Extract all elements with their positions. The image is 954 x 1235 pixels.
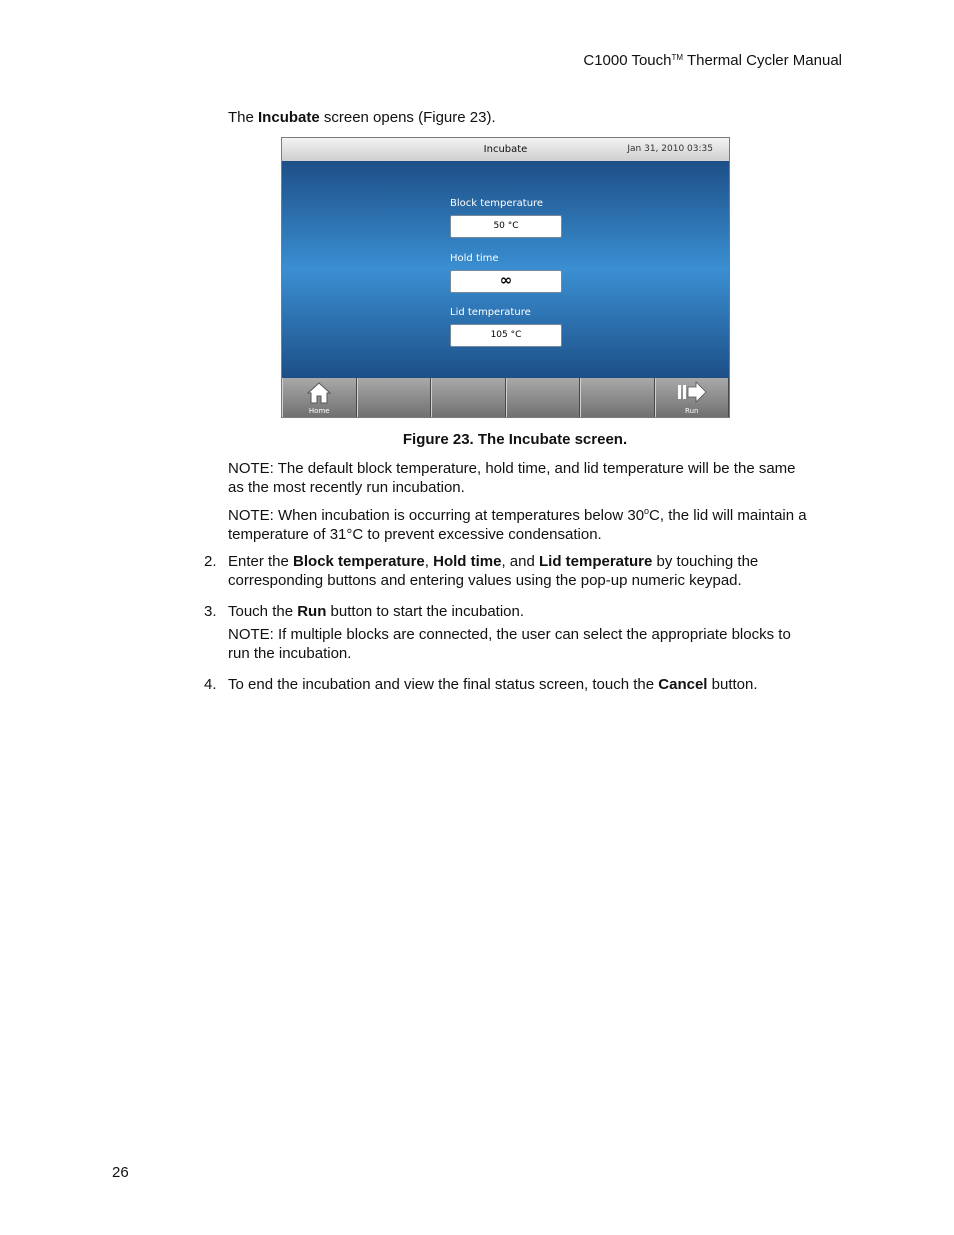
trademark-mark: TM bbox=[671, 53, 684, 62]
home-icon bbox=[306, 381, 332, 405]
step-3-number: 3. bbox=[204, 603, 217, 620]
home-button[interactable] bbox=[282, 378, 357, 418]
step-4-text bbox=[228, 675, 828, 694]
step3-part: button to start the incubation. bbox=[326, 603, 525, 620]
intro-sentence bbox=[228, 108, 496, 127]
screen-bottom-toolbar bbox=[282, 378, 729, 418]
running-header bbox=[583, 52, 842, 69]
step3-run: Run bbox=[297, 603, 327, 620]
page-number: 26 bbox=[112, 1164, 129, 1181]
step-3-text bbox=[228, 602, 808, 621]
step2-part: by touching the corresponding buttons and entering values using the pop-up numeric keypad. bbox=[228, 553, 759, 589]
intro-bold: Incubate bbox=[258, 109, 320, 126]
incubate-screen-figure bbox=[281, 137, 730, 418]
step-4-number: 4. bbox=[204, 676, 217, 693]
toolbar-slot-empty-2 bbox=[431, 378, 506, 418]
toolbar-slot-empty-1 bbox=[357, 378, 432, 418]
note-multiple-blocks: NOTE: If multiple blocks are connected, the user can select the appropriate blocks to run the incubation. bbox=[228, 626, 791, 662]
toolbar-slot-empty-3 bbox=[506, 378, 581, 418]
hold-time-label: Hold time bbox=[450, 253, 499, 264]
step4-part: To end the incubation and view the final status screen, touch the bbox=[228, 676, 659, 693]
step2-part: , bbox=[424, 553, 434, 570]
step-2-number: 2. bbox=[204, 553, 217, 570]
run-arrow-icon bbox=[677, 381, 707, 403]
step2-hold-time: Hold time bbox=[433, 553, 502, 570]
step2-part: Enter the bbox=[228, 553, 294, 570]
block-temperature-label: Block temperature bbox=[450, 198, 544, 209]
header-title-rest: Thermal Cycler Manual bbox=[683, 52, 842, 69]
figure-caption: Figure 23. The Incubate screen. bbox=[402, 431, 628, 448]
intro-suffix: screen opens (Figure 23). bbox=[319, 109, 496, 126]
run-button-label: Run bbox=[685, 407, 699, 415]
step-2-text bbox=[228, 552, 808, 590]
step2-block-temperature: Block temperature bbox=[293, 553, 425, 570]
step2-lid-temperature: Lid temperature bbox=[538, 553, 653, 570]
run-button[interactable] bbox=[655, 378, 730, 418]
screen-title: Incubate bbox=[483, 144, 528, 155]
note-default-values: NOTE: The default block temperature, hold time, and lid temperature will be the same as the most recently run incubation. bbox=[228, 460, 796, 496]
note2-text-a: NOTE: When incubation is occurring at temperatures below 30 bbox=[228, 507, 645, 524]
step4-part: button. bbox=[707, 676, 758, 693]
note2-text-b: C, the lid will maintain a temperature of 31°C to prevent excessive condensation. bbox=[228, 507, 807, 543]
step2-part: , and bbox=[501, 553, 539, 570]
degree-superscript: o bbox=[644, 506, 650, 516]
header-title: C1000 Touch bbox=[583, 52, 672, 69]
toolbar-slot-empty-4 bbox=[580, 378, 655, 418]
intro-prefix: The bbox=[228, 109, 259, 126]
block-temperature-button[interactable]: 50 °C bbox=[450, 215, 562, 238]
note-lid-temperature bbox=[228, 502, 808, 544]
lid-temperature-label: Lid temperature bbox=[450, 307, 531, 318]
lid-temperature-button[interactable]: 105 °C bbox=[450, 324, 562, 347]
step3-part: Touch the bbox=[228, 603, 298, 620]
step4-cancel: Cancel bbox=[658, 676, 708, 693]
home-button-label: Home bbox=[308, 407, 330, 415]
screen-title-bar bbox=[282, 138, 729, 162]
screen-datetime: Jan 31, 2010 03:35 bbox=[627, 144, 713, 154]
screen-body bbox=[282, 161, 729, 378]
hold-time-button[interactable]: ∞ bbox=[450, 270, 562, 293]
